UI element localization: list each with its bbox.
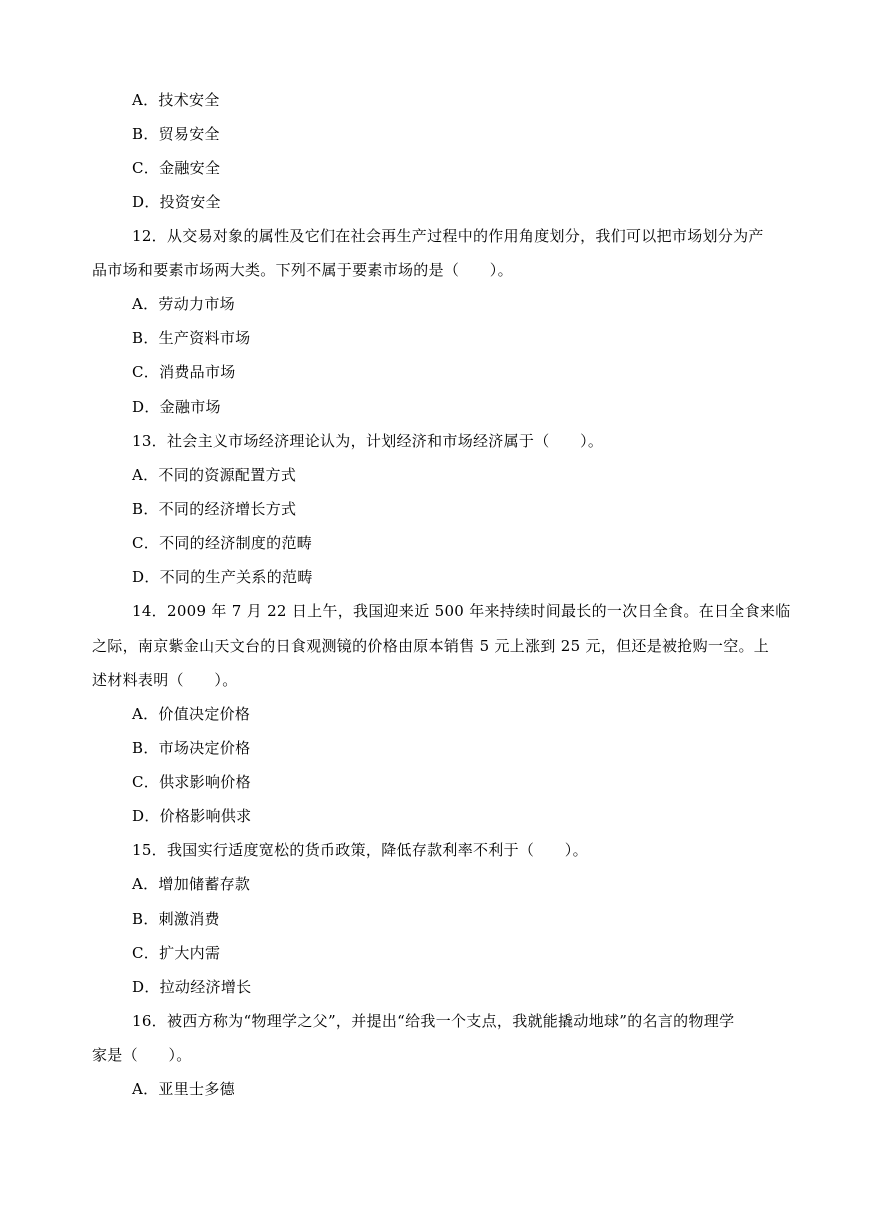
q15-option-b: B．刺激消费: [132, 910, 220, 928]
q14-stem-line-3: 述材料表明（ ）。: [92, 671, 238, 689]
q12-option-a: A．劳动力市场: [132, 295, 235, 313]
q13-option-a: A．不同的资源配置方式: [132, 466, 297, 484]
q14-option-c: C．供求影响价格: [132, 773, 251, 791]
q15-option-d: D．拉动经济增长: [132, 978, 252, 996]
q12-stem-line-2: 品市场和要素市场两大类。下列不属于要素市场的是（ ）。: [92, 261, 513, 279]
q15-stem-line-1: 15．我国实行适度宽松的货币政策，降低存款利率不利于（ ）。: [132, 841, 588, 859]
q11-option-a: A．技术安全: [132, 91, 220, 109]
q16-stem-line-2: 家是（ ）。: [92, 1046, 192, 1064]
q14-stem-line-2: 之际，南京紫金山天文台的日食观测镜的价格由原本销售 5 元上涨到 25 元，但还是被抢购一空。上: [92, 637, 770, 655]
q15-option-a: A．增加储蓄存款: [132, 875, 251, 893]
q14-option-a: A．价值决定价格: [132, 705, 251, 723]
q11-option-c: C．金融安全: [132, 159, 221, 177]
q14-option-d: D．价格影响供求: [132, 807, 252, 825]
q12-stem-line-1: 12．从交易对象的属性及它们在社会再生产过程中的作用角度划分，我们可以把市场划分为产: [132, 227, 764, 245]
q14-option-b: B．市场决定价格: [132, 739, 251, 757]
q15-option-c: C．扩大内需: [132, 944, 221, 962]
q16-stem-line-1: 16．被西方称为“物理学之父”，并提出“给我一个支点，我就能撬动地球”的名言的物理学: [132, 1012, 735, 1030]
q12-option-d: D．金融市场: [132, 398, 221, 416]
q11-option-b: B．贸易安全: [132, 125, 220, 143]
q12-option-c: C．消费品市场: [132, 363, 236, 381]
q11-option-d: D．投资安全: [132, 193, 221, 211]
q12-option-b: B．生产资料市场: [132, 329, 251, 347]
q13-stem-line-1: 13．社会主义市场经济理论认为，计划经济和市场经济属于（ ）。: [132, 432, 604, 450]
q16-option-a: A．亚里士多德: [132, 1080, 235, 1098]
q13-option-c: C．不同的经济制度的范畴: [132, 534, 313, 552]
q13-option-b: B．不同的经济增长方式: [132, 500, 297, 518]
q13-option-d: D．不同的生产关系的范畴: [132, 568, 313, 586]
q14-stem-line-1: 14．2009 年 7 月 22 日上午，我国迎来近 500 年来持续时间最长的一次日全食。在日全食来临: [132, 602, 791, 620]
